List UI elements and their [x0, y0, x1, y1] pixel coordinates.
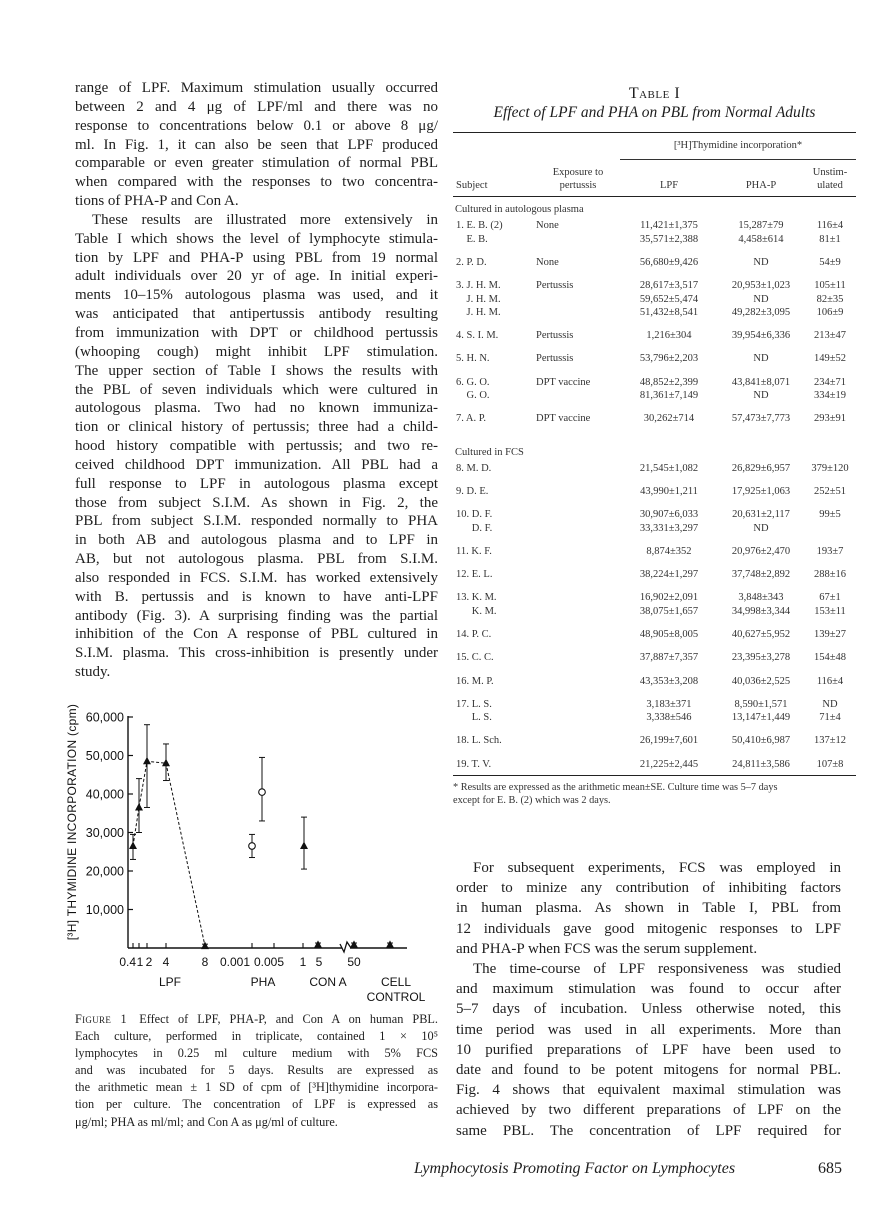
- data-point-triangle: [314, 940, 322, 948]
- cell-subject: 11. K. F.: [456, 546, 492, 558]
- table-row: [453, 688, 856, 711]
- cell-subject: 7. A. P.: [456, 413, 487, 425]
- caption-label: Figure 1: [75, 1012, 127, 1026]
- x-tick-label: 50: [347, 955, 361, 969]
- cell-lpf: 28,617±3,517: [639, 280, 699, 292]
- header-subject: Subject: [456, 179, 488, 191]
- text-line: with B. pertussis and is known to have anti-LPF: [75, 588, 438, 605]
- table-row: [453, 665, 856, 688]
- table-row: [453, 499, 856, 522]
- cell-unstim: 82±35: [816, 293, 844, 305]
- series-line-lpf: [133, 761, 205, 946]
- header-exposure: Exposure to pertussis: [552, 167, 604, 191]
- text-line: achieved by two different preparations of LPF on the: [456, 1102, 841, 1119]
- text-line: in both AB and autologous plasma and to LPF in: [75, 532, 438, 549]
- cell-subject: 18. L. Sch.: [456, 735, 502, 747]
- text-line: was anticipated that antipertussis antibody resulting: [75, 306, 438, 323]
- figure-caption: [75, 1011, 438, 1131]
- text-line: same PBL. The concentration of LPF required for: [456, 1122, 841, 1139]
- table-row: [453, 219, 856, 232]
- text-line: adult individuals over 20 yr of age. In initial experi-: [75, 268, 438, 285]
- cell-subject: D. F.: [456, 522, 493, 534]
- cell-unstim: 149±52: [813, 353, 846, 365]
- cell-subject: 8. M. D.: [456, 463, 492, 475]
- table-header: [453, 133, 856, 196]
- cell-unstim: 234±71: [813, 376, 846, 388]
- table-row: [453, 343, 856, 366]
- caption-line: tion per culture. The concentration of LPF is expressed as: [75, 1097, 438, 1112]
- text-line: response to concentrations below 0.1 or above 8 μg/: [75, 117, 438, 134]
- table-row: [453, 389, 856, 402]
- text-line: Table I which shows the level of lymphocyte stimula-: [75, 230, 438, 247]
- cell-pha: ND: [753, 353, 769, 365]
- cell-unstim: 379±120: [811, 463, 849, 475]
- cell-subject: J. H. M.: [456, 307, 501, 319]
- cell-pha: 39,954±6,336: [731, 330, 791, 342]
- cell-pha: 17,925±1,063: [731, 486, 791, 498]
- data-point-triangle: [135, 803, 143, 811]
- caption-line: μg/ml; PHA as ml/ml; and Con A as μg/ml of culture.: [75, 1114, 338, 1129]
- cell-lpf: 51,432±8,541: [639, 307, 699, 319]
- cell-unstim: 67±1: [819, 592, 841, 604]
- text-line: 12 individuals gave good mitogenic responses to LPF: [456, 920, 841, 937]
- text-line: 10 purified preparations of LPF have been used to: [456, 1041, 841, 1058]
- cell-exposure: [536, 522, 620, 535]
- y-tick-label: 10,000: [85, 903, 124, 917]
- table-row: [453, 462, 856, 475]
- table-row: [453, 233, 856, 246]
- cell-unstim: 252±51: [813, 486, 846, 498]
- table-row: [453, 642, 856, 665]
- text-line: tion or clinical history of pertussis; three had a child-: [75, 419, 438, 436]
- text-line: hood history compatible with pertussis; and two re-: [75, 438, 438, 455]
- cell-exposure: Pertussis: [536, 280, 574, 292]
- axis-break-mark: [340, 942, 351, 952]
- text-line: and PHA-P when FCS was the serum supplement.: [456, 940, 758, 957]
- table-section-header: Cultured in autologous plasma: [455, 204, 584, 215]
- header-pha: PHA-P: [745, 179, 777, 191]
- cell-exposure: None: [536, 257, 559, 269]
- cell-subject: 13. K. M.: [456, 592, 497, 604]
- cell-exposure: [536, 475, 620, 498]
- cell-lpf: 56,680±9,426: [639, 257, 699, 269]
- cell-unstim: 71±4: [819, 712, 841, 724]
- cell-subject: 19. T. V.: [456, 758, 492, 770]
- cell-exposure: Pertussis: [536, 353, 574, 365]
- text-line: ml. In Fig. 1, it can also be seen that LPF produced: [75, 136, 438, 153]
- figure-1-chart: [60, 690, 440, 1010]
- left-column-text: [75, 79, 438, 682]
- x-group-label: LPF: [158, 975, 182, 989]
- cell-exposure: [536, 665, 620, 688]
- cell-subject: 16. M. P.: [456, 675, 494, 687]
- text-line: and maximum stimulation was found to occur after: [456, 981, 841, 998]
- cell-lpf: 38,075±1,657: [639, 605, 699, 617]
- cell-subject: 2. P. D.: [456, 257, 487, 269]
- cell-lpf: 3,183±371: [646, 698, 692, 710]
- span-header: [³H]Thymidine incorporation*: [620, 133, 856, 159]
- cell-pha: 3,848±343: [738, 592, 784, 604]
- cell-subject: 4. S. I. M.: [456, 330, 499, 342]
- cell-pha: 24,811±3,586: [732, 758, 790, 770]
- y-tick-label: 20,000: [85, 864, 124, 879]
- table-row: [453, 402, 856, 425]
- cell-unstim: 293±91: [813, 413, 846, 425]
- text-line: order to minize any contribution of inhibiting factors: [456, 880, 841, 897]
- y-tick-label: 40,000: [85, 787, 124, 802]
- text-line: Fig. 4 shows that equivalent maximal stimulation was: [456, 1082, 841, 1099]
- cell-unstim: 153±11: [814, 605, 846, 617]
- caption-line: lymphocytes in 0.25 ml culture medium with 5% FCS: [75, 1046, 438, 1061]
- text-line: 5–7 days of incubation. Unless otherwise noted, this: [456, 1001, 841, 1018]
- cell-subject: J. H. M.: [456, 293, 501, 305]
- table-row: [453, 711, 856, 724]
- caption-line: [75, 1011, 438, 1028]
- cell-pha: 15,287±79: [738, 220, 784, 232]
- cell-unstim: [804, 522, 856, 535]
- cell-unstim: 106±9: [816, 307, 844, 319]
- cell-pha: ND: [753, 522, 769, 534]
- cell-lpf: 33,331±3,297: [639, 522, 699, 534]
- cell-pha: 26,829±6,957: [731, 463, 791, 475]
- cell-lpf: 21,225±2,445: [639, 758, 699, 770]
- cell-subject: L. S.: [456, 712, 492, 724]
- text-line: The upper section of Table I shows the results with: [75, 362, 438, 379]
- header-unstimulated: Unstim- ulated: [812, 167, 848, 191]
- cell-exposure: [536, 711, 620, 724]
- table-row: [453, 246, 856, 269]
- cell-lpf: 48,905±8,005: [639, 629, 699, 641]
- table-1: [453, 85, 856, 808]
- cell-subject: 12. E. L.: [456, 569, 493, 581]
- cell-unstim: 288±16: [813, 569, 846, 581]
- cell-pha: 20,631±2,117: [732, 509, 790, 521]
- cell-unstim: 54±9: [819, 257, 841, 269]
- text-line: The time-course of LPF responsiveness was studied: [473, 961, 841, 978]
- cell-lpf: 30,907±6,033: [639, 509, 699, 521]
- x-tick-label: 1: [299, 955, 307, 969]
- table-row: [453, 306, 856, 319]
- y-tick-label: 30,000: [85, 826, 124, 840]
- cell-exposure: [536, 306, 620, 319]
- table-title: Table I: [628, 85, 681, 102]
- cell-subject: 1. E. B. (2): [456, 220, 503, 232]
- cell-subject: 6. G. O.: [456, 376, 490, 388]
- x-tick-label: 4: [162, 955, 170, 969]
- cell-exposure: DPT vaccine: [536, 413, 591, 425]
- cell-pha: 40,036±2,525: [731, 675, 791, 687]
- cell-subject: 10. D. F.: [456, 509, 493, 521]
- cell-exposure: [536, 605, 620, 618]
- table-row: [453, 748, 856, 771]
- table-row: [453, 558, 856, 581]
- data-point-triangle: [300, 841, 308, 849]
- cell-unstim: 193±7: [816, 546, 844, 558]
- table-row: [453, 366, 856, 389]
- x-tick-label: 0.005: [254, 955, 285, 969]
- cell-pha: 57,473±7,773: [731, 413, 791, 425]
- table-row: [453, 535, 856, 558]
- cell-pha: 20,953±1,023: [731, 280, 791, 292]
- cell-pha: ND: [753, 257, 769, 269]
- cell-lpf: 1,216±304: [646, 330, 692, 342]
- x-tick-label: 8: [201, 955, 209, 969]
- text-line: range of LPF. Maximum stimulation usually occurred: [75, 80, 438, 96]
- cell-exposure: [536, 233, 620, 246]
- x-group-label: CON A: [309, 975, 347, 989]
- text-line: (whooping cough) might inhibit LPF stimulation.: [75, 343, 438, 360]
- running-title: Lymphocytosis Promoting Factor on Lymphocytes: [414, 1160, 736, 1177]
- cell-unstim: 213±47: [813, 330, 846, 342]
- table-subtitle: Effect of LPF and PHA on PBL from Normal Adults: [493, 104, 816, 121]
- table-row: [453, 582, 856, 605]
- cell-pha: 4,458±614: [738, 233, 784, 245]
- text-line: from immunization with DPT or childhood pertussis: [75, 324, 438, 341]
- text-line: S.I.M. plasma. This cross-inhibition is presently under: [75, 645, 438, 662]
- text-line: time period was used in all experiments. More than: [456, 1021, 841, 1038]
- cell-lpf: 43,990±1,211: [640, 486, 698, 498]
- cell-lpf: 3,338±546: [646, 712, 692, 724]
- caption-line: Each culture, performed in triplicate, contained 1 × 10⁵: [75, 1029, 438, 1044]
- text-line: the PBL of seven individuals which were cultured in: [75, 381, 438, 398]
- text-line: comparable or even greater stimulation of normal PBL: [75, 155, 438, 172]
- x-group-label: CELL: [380, 975, 412, 989]
- cell-lpf: 30,262±714: [643, 413, 695, 425]
- text-line: ceived childhood DPT immunization. All PBL had a: [75, 456, 438, 473]
- cell-lpf: 81,361±7,149: [639, 390, 699, 402]
- cell-lpf: 53,796±2,203: [639, 353, 699, 365]
- cell-pha: 13,147±1,449: [731, 712, 791, 724]
- cell-unstim: ND: [822, 698, 838, 710]
- table-body: [453, 197, 856, 771]
- x-tick-label: 5: [315, 955, 323, 969]
- cell-lpf: 43,353±3,208: [639, 675, 699, 687]
- x-tick-label: 0.4: [119, 955, 136, 969]
- text-line: between 2 and 4 μg of LPF/ml and there was no: [75, 98, 438, 115]
- y-tick-label: 60,000: [85, 710, 124, 725]
- cell-exposure: [536, 499, 620, 522]
- y-axis-label: [³H] THYMIDINE INCORPORATION (cpm): [65, 703, 79, 941]
- cell-exposure: [536, 558, 620, 581]
- cell-lpf: 48,852±2,399: [639, 376, 699, 388]
- cell-exposure: [536, 748, 620, 771]
- text-line: ments 10–15% autologous plasma was used, and it: [75, 287, 438, 304]
- cell-unstim: 334±19: [813, 390, 846, 402]
- y-tick-label: 50,000: [85, 749, 124, 763]
- text-line: tion by LPF and PHA-P using PBL from 19 normal: [75, 249, 438, 266]
- x-tick-label: 2: [145, 955, 153, 969]
- cell-unstim: 154±48: [813, 652, 846, 664]
- cell-lpf: 8,874±352: [646, 546, 692, 558]
- cell-subject: 15. C. C.: [456, 652, 494, 664]
- cell-exposure: [536, 642, 620, 665]
- cell-pha: 49,282±3,095: [731, 307, 791, 319]
- table-row: [453, 319, 856, 342]
- cell-exposure: Pertussis: [536, 330, 574, 342]
- data-point-triangle: [129, 841, 137, 849]
- x-tick-label: 1: [136, 955, 144, 969]
- x-tick-label: 0.001: [219, 955, 250, 969]
- cell-exposure: None: [536, 220, 559, 232]
- cell-subject: E. B.: [456, 233, 488, 245]
- text-line: date and found to be potent mitogens for normal PBL.: [456, 1062, 841, 1079]
- cell-lpf: 16,902±2,091: [639, 592, 699, 604]
- cell-unstim: 107±8: [816, 758, 844, 770]
- cell-unstim: 139±27: [813, 629, 846, 641]
- data-point-triangle: [201, 942, 209, 950]
- caption-line: the arithmetic mean ± 1 SD of cpm of [³H]thymidine incorpora-: [75, 1080, 438, 1095]
- cell-pha: ND: [753, 293, 769, 305]
- cell-lpf: 11,421±1,375: [640, 220, 698, 232]
- x-group-label: CONTROL: [366, 990, 426, 1004]
- text-line: tions of PHA-P and Con A.: [75, 193, 239, 210]
- cell-lpf: 59,652±5,474: [639, 293, 699, 305]
- cell-subject: 9. D. E.: [456, 486, 489, 498]
- text-line: For subsequent experiments, FCS was employed in: [473, 860, 841, 876]
- table-row: [453, 605, 856, 618]
- table-row: [453, 618, 856, 641]
- cell-pha: 34,998±3,344: [731, 605, 791, 617]
- cell-pha: 40,627±5,952: [731, 629, 791, 641]
- cell-pha: 50,410±6,987: [731, 735, 791, 747]
- cell-subject: K. M.: [456, 605, 497, 617]
- cell-exposure: [536, 535, 620, 558]
- table-row: [453, 522, 856, 535]
- cell-subject: 17. L. S.: [456, 698, 492, 710]
- table-row: [453, 725, 856, 748]
- cell-exposure: [536, 462, 620, 475]
- cell-pha: 8,590±1,571: [734, 698, 788, 710]
- cell-unstim: 137±12: [813, 735, 846, 747]
- table-bottom-rule: [453, 775, 856, 776]
- data-point-triangle: [143, 757, 151, 765]
- text-line: AB, but not autologous plasma. PBL from S.I.M.: [75, 551, 438, 568]
- cell-unstim: 105±11: [814, 280, 846, 292]
- caption-text: Effect of LPF, PHA-P, and Con A on human PBL.: [139, 1012, 438, 1026]
- table-section-header: Cultured in FCS: [455, 446, 524, 458]
- cell-lpf: 26,199±7,601: [639, 735, 699, 747]
- right-column-text: [456, 858, 841, 1141]
- cell-lpf: 35,571±2,388: [639, 233, 699, 245]
- text-line: full response to LPF in autologous plasma except: [75, 475, 438, 492]
- cell-exposure: [536, 725, 620, 748]
- text-line: antibody (Fig. 3). A surprising finding was the partial: [75, 607, 438, 624]
- cell-pha: 20,976±2,470: [731, 546, 791, 558]
- table-row: [453, 269, 856, 292]
- data-point-open-circle: [259, 789, 266, 796]
- cell-exposure: [536, 688, 620, 711]
- text-line: also responded in FCS. S.I.M. has worked extensively: [75, 569, 438, 586]
- text-line: when compared with the responses to two concentra-: [75, 174, 438, 191]
- cell-unstim: 116±4: [816, 675, 844, 687]
- text-line: those from subject S.I.M. As shown in Fig. 2, the: [75, 494, 438, 511]
- cell-exposure: DPT vaccine: [536, 376, 591, 388]
- text-line: These results are illustrated more extensively in: [92, 211, 438, 228]
- page-number: 685: [818, 1160, 842, 1177]
- cell-subject: 14. P. C.: [456, 629, 492, 641]
- text-line: inhibition of the Con A response of PBL cultured in: [75, 626, 438, 643]
- text-line: autologous plasma. Two had no known immuniza-: [75, 400, 438, 417]
- cell-subject: 5. H. N.: [456, 353, 490, 365]
- cell-lpf: 21,545±1,082: [639, 463, 699, 475]
- cell-exposure: [536, 582, 620, 605]
- cell-pha: 43,841±8,071: [731, 376, 791, 388]
- text-line: PBL from subject S.I.M. responded normally to PHA: [75, 513, 438, 530]
- text-line: study.: [75, 664, 111, 681]
- data-point-triangle: [350, 940, 358, 948]
- cell-pha: 23,395±3,278: [731, 652, 791, 664]
- caption-line: and was incubated for 5 days. Results are expressed as: [75, 1063, 438, 1078]
- header-lpf: LPF: [659, 179, 679, 191]
- cell-unstim: 81±1: [819, 233, 841, 245]
- cell-lpf: 37,887±7,357: [639, 652, 699, 664]
- cell-subject: 3. J. H. M.: [456, 280, 501, 292]
- data-point-open-circle: [249, 843, 256, 850]
- x-group-label: PHA: [250, 975, 276, 989]
- cell-exposure: [536, 618, 620, 641]
- cell-lpf: 38,224±1,297: [639, 569, 699, 581]
- cell-pha: ND: [753, 390, 769, 402]
- cell-unstim: 99±5: [819, 509, 841, 521]
- cell-pha: 37,748±2,892: [731, 569, 791, 581]
- text-line: in human plasma. As shown in Table I, PBL from: [456, 900, 841, 917]
- table-row: [453, 475, 856, 498]
- table-footnote: * Results are expressed as the arithmetic mean±SE. Culture time was 5–7 days except for E. B. (2) which was 2 days.: [453, 781, 778, 807]
- table-row: [453, 293, 856, 306]
- cell-exposure: [536, 293, 620, 306]
- cell-unstim: 116±4: [816, 220, 844, 232]
- cell-subject: G. O.: [456, 390, 490, 402]
- cell-exposure: [536, 389, 620, 402]
- data-point-triangle: [386, 940, 394, 948]
